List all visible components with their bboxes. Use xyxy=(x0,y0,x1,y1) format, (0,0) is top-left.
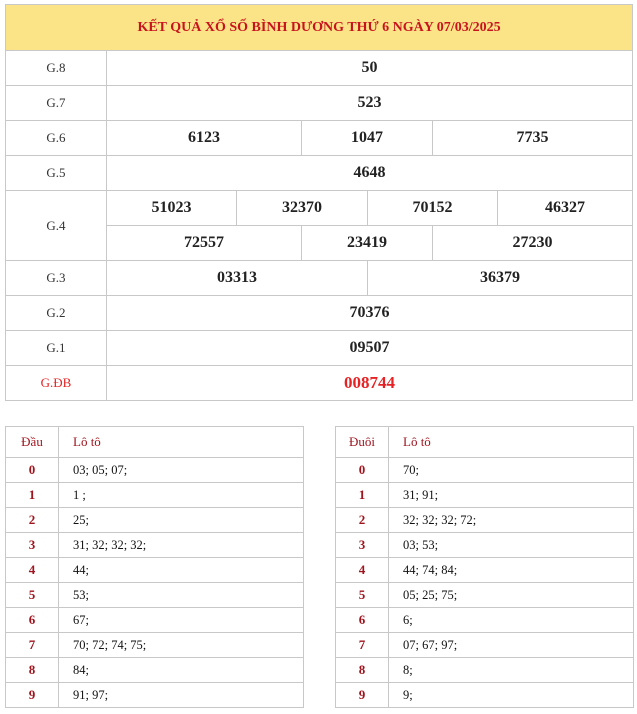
row-key: 4 xyxy=(336,558,389,583)
prize-number: 50 xyxy=(107,51,633,86)
row-value: 9; xyxy=(389,683,634,708)
prize-label: G.4 xyxy=(6,191,107,261)
duoi-loto-table xyxy=(335,426,634,708)
prize-row-g2 xyxy=(6,296,633,331)
prize-number: 03313 xyxy=(107,261,368,296)
prize-number: 36379 xyxy=(368,261,633,296)
prize-number: 4648 xyxy=(107,156,633,191)
table-row xyxy=(6,508,304,533)
row-value: 84; xyxy=(59,658,304,683)
table-row xyxy=(336,533,634,558)
row-key: 1 xyxy=(6,483,59,508)
prize-number: 27230 xyxy=(433,226,633,261)
row-value: 31; 32; 32; 32; xyxy=(59,533,304,558)
prize-label: G.7 xyxy=(6,86,107,121)
row-value: 07; 67; 97; xyxy=(389,633,634,658)
prize-row-g4 xyxy=(6,191,633,226)
row-value: 25; xyxy=(59,508,304,533)
prize-number: 70152 xyxy=(368,191,498,226)
row-value: 8; xyxy=(389,658,634,683)
row-key: 9 xyxy=(6,683,59,708)
row-key: 6 xyxy=(6,608,59,633)
prize-number: 523 xyxy=(107,86,633,121)
table-row xyxy=(6,683,304,708)
row-key: 0 xyxy=(336,458,389,483)
page-title: KẾT QUẢ XỔ SỐ BÌNH DƯƠNG THỨ 6 NGÀY 07/03/2025 xyxy=(6,5,633,51)
row-value: 67; xyxy=(59,608,304,633)
loto-header: Lô tô xyxy=(389,427,634,458)
row-key: 7 xyxy=(336,633,389,658)
row-key: 8 xyxy=(336,658,389,683)
prize-number: 6123 xyxy=(107,121,302,156)
table-row xyxy=(336,558,634,583)
table-row xyxy=(6,658,304,683)
row-key: 4 xyxy=(6,558,59,583)
table-row xyxy=(336,508,634,533)
row-value: 70; 72; 74; 75; xyxy=(59,633,304,658)
row-key: 3 xyxy=(6,533,59,558)
prize-label: G.8 xyxy=(6,51,107,86)
table-row xyxy=(336,608,634,633)
dau-header: Đầu xyxy=(6,427,59,458)
prize-label: G.1 xyxy=(6,331,107,366)
dau-loto-table xyxy=(5,426,304,708)
table-row xyxy=(336,458,634,483)
results-table xyxy=(5,4,633,401)
prize-number: 7735 xyxy=(433,121,633,156)
table-row xyxy=(336,658,634,683)
row-value: 03; 53; xyxy=(389,533,634,558)
row-key: 5 xyxy=(6,583,59,608)
duoi-header: Đuôi xyxy=(336,427,389,458)
table-row xyxy=(336,483,634,508)
prize-label: G.6 xyxy=(6,121,107,156)
row-key: 1 xyxy=(336,483,389,508)
loto-header: Lô tô xyxy=(59,427,304,458)
row-key: 5 xyxy=(336,583,389,608)
row-value: 44; 74; 84; xyxy=(389,558,634,583)
prize-row-g5 xyxy=(6,156,633,191)
row-key: 9 xyxy=(336,683,389,708)
table-row xyxy=(6,608,304,633)
prize-number: 1047 xyxy=(302,121,433,156)
prize-number: 23419 xyxy=(302,226,433,261)
row-value: 1 ; xyxy=(59,483,304,508)
row-key: 3 xyxy=(336,533,389,558)
prize-number-special: 008744 xyxy=(107,366,633,401)
row-value: 53; xyxy=(59,583,304,608)
table-row xyxy=(6,458,304,483)
prize-row-g1 xyxy=(6,331,633,366)
row-key: 2 xyxy=(6,508,59,533)
prize-number: 72557 xyxy=(107,226,302,261)
prize-row-g7 xyxy=(6,86,633,121)
prize-label: G.2 xyxy=(6,296,107,331)
table-row xyxy=(6,533,304,558)
table-row xyxy=(336,683,634,708)
row-key: 6 xyxy=(336,608,389,633)
row-value: 6; xyxy=(389,608,634,633)
prize-row-special xyxy=(6,366,633,401)
prize-label: G.ĐB xyxy=(6,366,107,401)
prize-label: G.3 xyxy=(6,261,107,296)
row-value: 70; xyxy=(389,458,634,483)
row-key: 7 xyxy=(6,633,59,658)
row-value: 91; 97; xyxy=(59,683,304,708)
prize-number: 09507 xyxy=(107,331,633,366)
table-row xyxy=(6,483,304,508)
prize-number: 70376 xyxy=(107,296,633,331)
prize-number: 32370 xyxy=(237,191,368,226)
prize-row-g3 xyxy=(6,261,633,296)
row-value: 44; xyxy=(59,558,304,583)
prize-number: 51023 xyxy=(107,191,237,226)
prize-row-g8 xyxy=(6,51,633,86)
table-row xyxy=(6,583,304,608)
prize-number: 46327 xyxy=(498,191,633,226)
row-value: 32; 32; 32; 72; xyxy=(389,508,634,533)
table-row xyxy=(6,633,304,658)
row-value: 03; 05; 07; xyxy=(59,458,304,483)
table-row xyxy=(336,583,634,608)
table-row xyxy=(336,633,634,658)
row-key: 2 xyxy=(336,508,389,533)
row-value: 05; 25; 75; xyxy=(389,583,634,608)
table-row xyxy=(6,558,304,583)
row-key: 0 xyxy=(6,458,59,483)
prize-label: G.5 xyxy=(6,156,107,191)
row-value: 31; 91; xyxy=(389,483,634,508)
prize-row-g6 xyxy=(6,121,633,156)
row-key: 8 xyxy=(6,658,59,683)
